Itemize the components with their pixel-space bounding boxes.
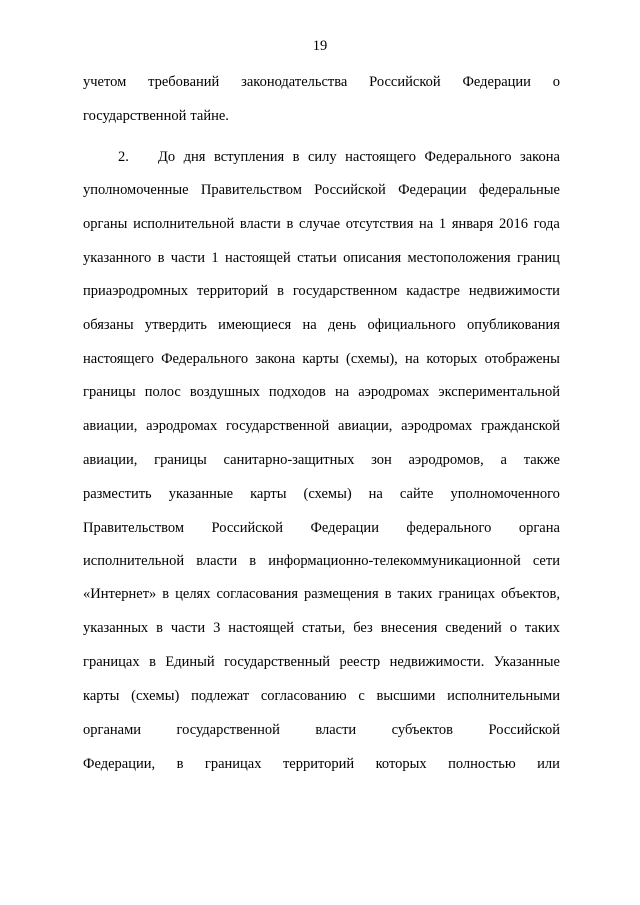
text-line: Правительством Российской Федерации федерального органа [83,520,560,536]
text-line: учетом требований законодательства Российской Федерации о [83,74,560,90]
text-line: государственной тайне. [83,108,229,124]
text-line: указанного в части 1 настоящей статьи описания местоположения границ [83,250,560,266]
text-line: границах в Единый государственный реестр недвижимости. Указанные [83,654,560,670]
text-line: исполнительной власти в информационно-телекоммуникационной сети [83,553,560,569]
text-line: приаэродромных территорий в государственном кадастре недвижимости [83,283,560,299]
text-line: разместить указанные карты (схемы) на сайте уполномоченного [83,486,560,502]
text-line: указанных в части 3 настоящей статьи, без внесения сведений о таких [83,620,560,636]
text-line: карты (схемы) подлежат согласованию с высшими исполнительными [83,688,560,704]
text-line: обязаны утвердить имеющиеся на день официального опубликования [83,317,560,333]
text-line: До дня вступления в силу настоящего Федерального закона [158,149,560,165]
text-line: настоящего Федерального закона карты (схемы), на которых отображены [83,351,560,367]
paragraph-number: 2. [118,149,129,165]
text-line: «Интернет» в целях согласования размещения в таких границах объектов, [83,586,560,602]
text-line: органами государственной власти субъектов Российской [83,722,560,738]
text-line: авиации, границы санитарно-защитных зон аэродромов, а также [83,452,560,468]
text-line: уполномоченные Правительством Российской Федерации федеральные [83,182,560,198]
page-number: 19 [312,38,328,54]
text-line: органы исполнительной власти в случае отсутствия на 1 января 2016 года [83,216,560,232]
text-line: авиации, аэродромах государственной авиации, аэродромах гражданской [83,418,560,434]
text-line: границы полос воздушных подходов на аэродромах экспериментальной [83,384,560,400]
text-line: Федерации, в границах территорий которых полностью или [83,756,560,772]
